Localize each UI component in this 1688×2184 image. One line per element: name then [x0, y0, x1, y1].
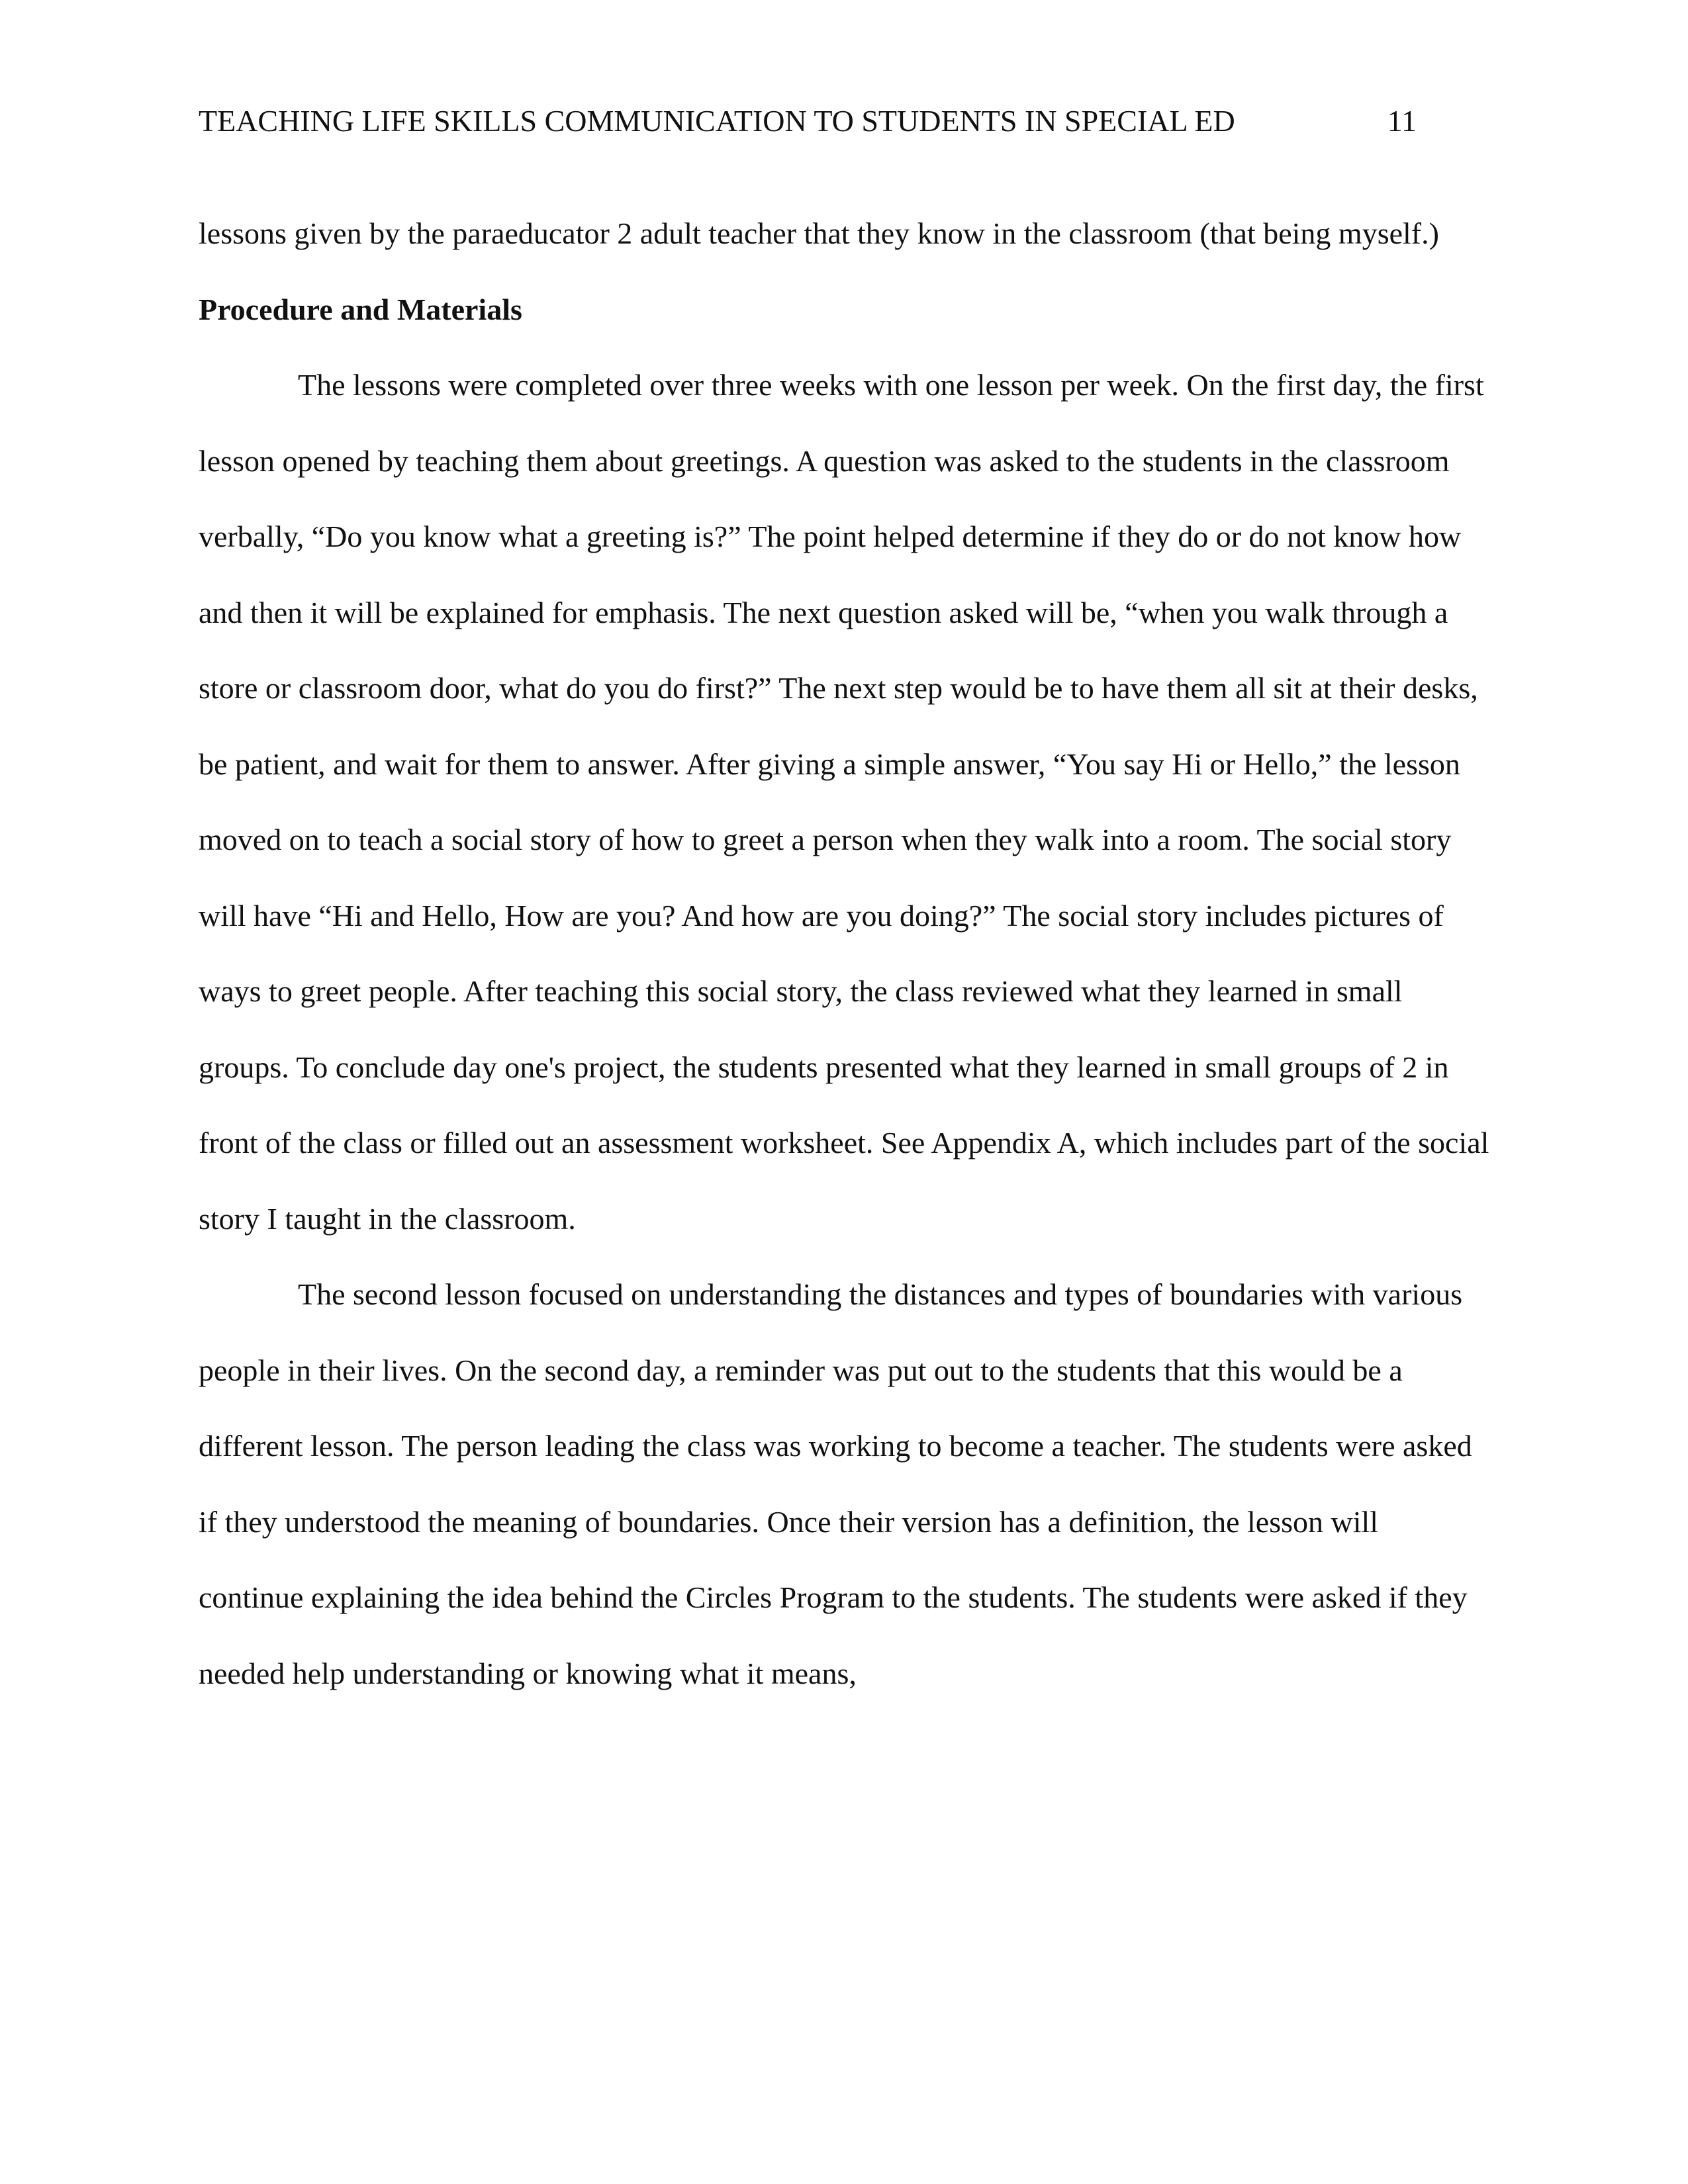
section-heading: Procedure and Materials — [199, 292, 522, 326]
running-head-title: TEACHING LIFE SKILLS COMMUNICATION TO STUDENTS IN SPECIAL ED — [199, 104, 1235, 138]
page-number: 11 — [1387, 104, 1417, 138]
continued-paragraph: lessons given by the paraeducator 2 adult teacher that they know in the classroom (that being myself.) — [199, 216, 1439, 250]
paragraph-second-lesson: The second lesson focused on understanding the distances and types of boundaries with various people in their lives. On the second day, a reminder was put out to the students that this would be a different lesson. The person leading the class was working to become a teacher. The students were asked if they understood the meaning of boundaries. Once their version has a definition, the lesson will continue explaining the idea behind the Circles Program to the students. The students were asked if they needed help understanding or knowing what it means, — [199, 1277, 1472, 1690]
running-head — [199, 98, 1417, 144]
paragraph-first-lesson: The lessons were completed over three weeks with one lesson per week. On the first day, the first lesson opened by teaching them about greetings. A question was asked to the students in the classroom verbally, “Do you know what a greeting is?” The point helped determine if they do or do not know how and then it will be explained for emphasis. The next question asked will be, “when you walk through a store or classroom door, what do you do first?” The next step would be to have them all sit at their desks, be patient, and wait for them to answer. After giving a simple answer, “You say Hi or Hello,” the lesson moved on to teach a social story of how to greet a person when they walk into a room. The social story will have “Hi and Hello, How are you? And how are you doing?” The social story includes pictures of ways to greet people. After teaching this social story, the class reviewed what they learned in small groups. To conclude day one's project, the students presented what they learned in small groups of 2 in front of the class or filled out an assessment worksheet. See Appendix A, which includes part of the social story I taught in the classroom. — [199, 368, 1489, 1236]
body-text — [199, 196, 1489, 1711]
